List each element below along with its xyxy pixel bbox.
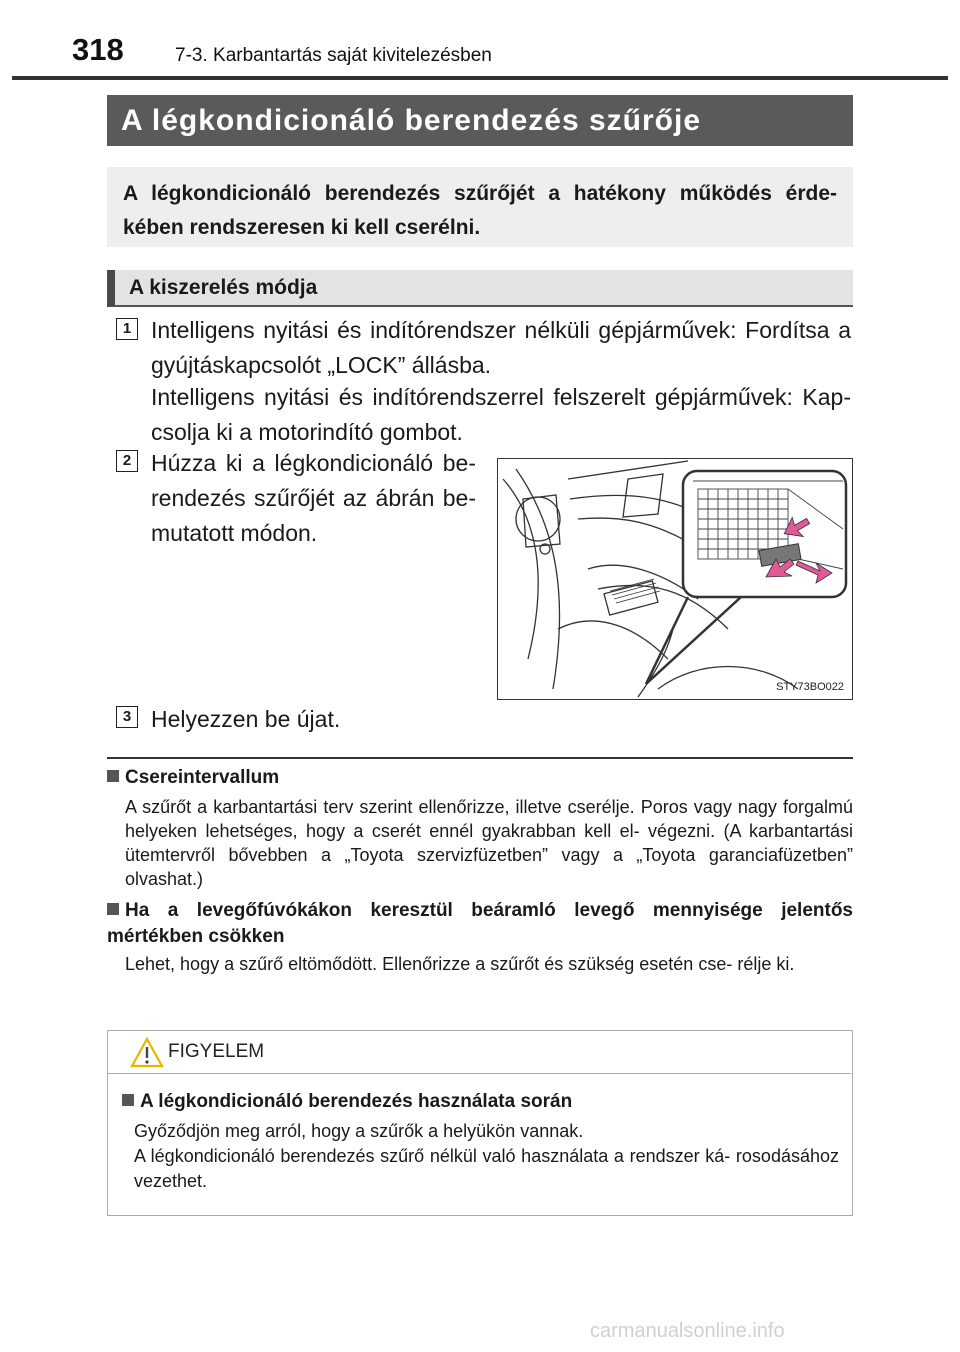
dashboard-drawing — [498, 459, 851, 698]
intro-text: A légkondicionáló berendezés szűrőjét a hatékony működés érde- kében rendszeresen ki kell cserélni. — [123, 182, 837, 239]
note-heading-text: Ha a levegőfúvókákon keresztül beáramló levegő mennyisége jelentős mértékben csökken — [107, 900, 853, 947]
step-1-paragraph-1: Intelligens nyitási és indítórendszer nélküli gépjárművek: Fordítsa a gyújtáskapcsolót „LOCK” állásba. — [151, 317, 851, 378]
note-heading-text: Csereintervallum — [125, 767, 280, 788]
note-heading-interval — [107, 765, 853, 791]
warning-header — [108, 1031, 851, 1074]
section-title: A légkondicionáló berendezés szűrője — [107, 95, 853, 146]
warning-line-1: Győződjön meg arról, hogy a szűrők a helyükön vannak. — [134, 1121, 584, 1141]
note-heading-airflow — [107, 898, 853, 950]
warning-subheading — [122, 1091, 572, 1113]
chapter-title: 7-3. Karbantartás saját kivitelezésben — [175, 45, 492, 66]
step-3-text: Helyezzen be újat. — [151, 706, 341, 732]
subheading: A kiszerelés módja — [107, 270, 853, 307]
warning-title: FIGYELEM — [168, 1041, 265, 1062]
warning-triangle-icon — [130, 1037, 164, 1069]
step-2-text: Húzza ki a légkondicionáló be- rendezés szűrőjét az ábrán be- mutatott módon. — [151, 450, 476, 546]
bullet-square-icon — [107, 770, 119, 782]
illustration-code: STY73BO022 — [776, 681, 844, 693]
header-rule — [12, 76, 948, 80]
note-body-interval: A szűrőt a karbantartási terv szerint ellenőrizze, illetve cserélje. Poros vagy nagy forgalmú helyeken lehetséges, hogy a cserét ennél gyakrabban kell el- végezni. (A karbantartási ütemtervről bővebben a „Toyota szervizfüzetben” vagy a „Toyota garanciafüzetben” olvashat.) — [125, 797, 853, 889]
step-1-paragraph-2: Intelligens nyitási és indítórendszerrel felszerelt gépjárművek: Kap- csolja ki a motorindító gombot. — [151, 384, 851, 445]
section-divider — [107, 757, 853, 759]
step-number-1: 1 — [116, 318, 138, 340]
intro-box — [107, 167, 853, 247]
warning-subheading-text: A légkondicionáló berendezés használata során — [140, 1091, 573, 1112]
bullet-square-icon — [122, 1094, 134, 1106]
page-number: 318 — [72, 32, 124, 67]
bullet-square-icon — [107, 903, 119, 915]
warning-text — [134, 1119, 839, 1194]
warning-line-2: A légkondicionáló berendezés szűrő nélkül való használata a rendszer ká- rosodásához vezethet. — [134, 1146, 839, 1191]
step-number-2: 2 — [116, 450, 138, 472]
watermark: carmanualsonline.info — [590, 1320, 785, 1342]
filter-illustration — [497, 458, 853, 700]
warning-box — [107, 1030, 853, 1216]
note-body-airflow: Lehet, hogy a szűrő eltömődött. Ellenőrizze a szűrőt és szükség esetén cse- rélje ki. — [125, 954, 795, 974]
step-number-3: 3 — [116, 706, 138, 728]
